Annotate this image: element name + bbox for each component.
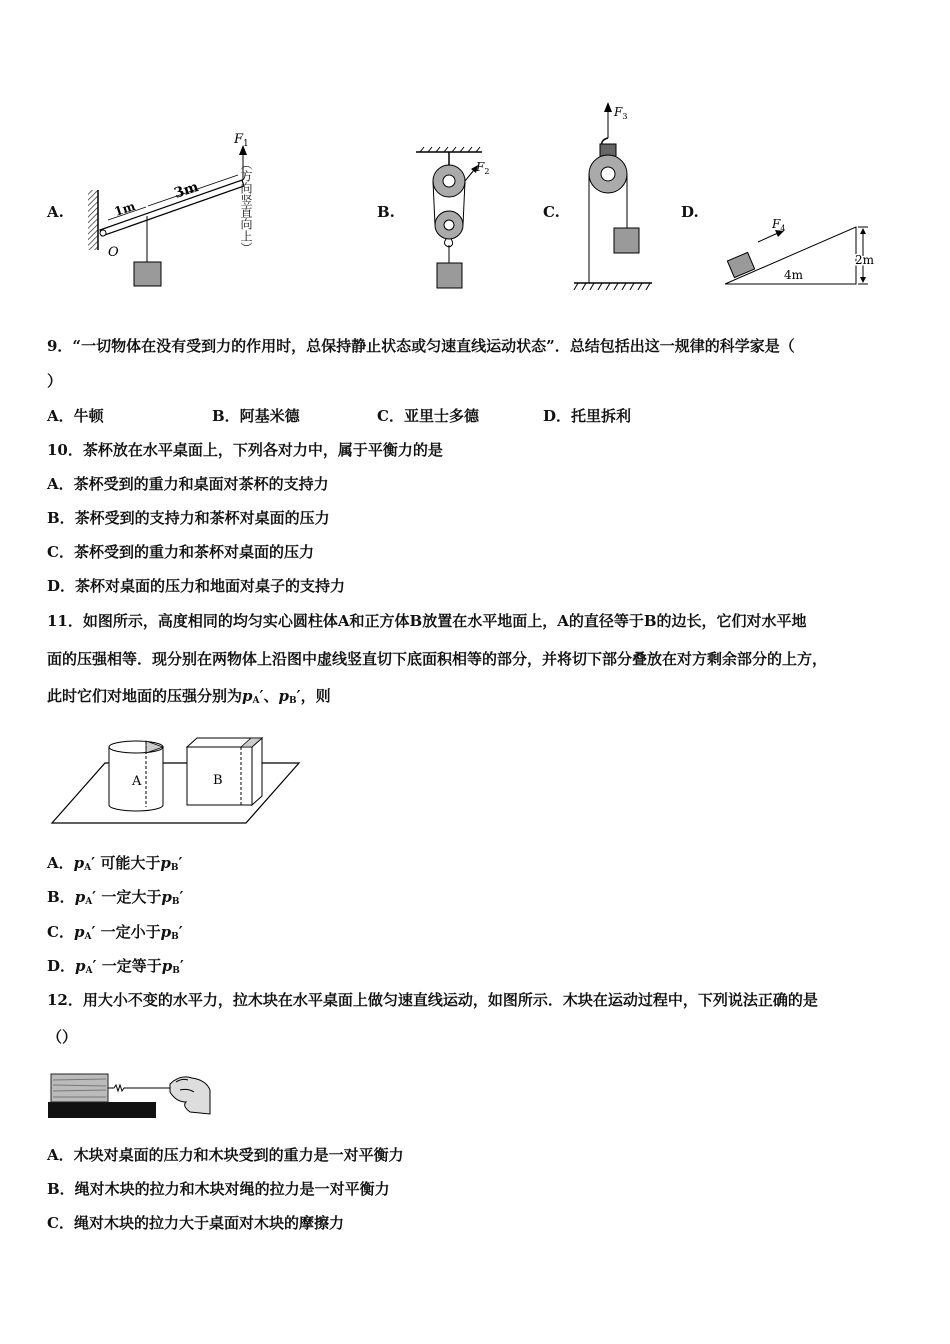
q11-option-d: D．$p_A'$ 一定等于$p_B'$	[47, 957, 184, 976]
force-f4-label: $F_4$	[772, 217, 786, 233]
lever-figure	[86, 128, 266, 293]
q12-option-c: C．绳对木块的拉力大于桌面对木块的摩擦力	[47, 1214, 344, 1232]
length-1m-label: 1m	[112, 199, 137, 219]
force-f1-label: $F_1$	[234, 132, 249, 149]
q8-option-d-letter: D.	[681, 203, 699, 221]
q9-stem-end: ）	[47, 372, 63, 390]
q9-option-a: A．牛顿	[47, 407, 104, 425]
q12-option-a: A．木块对桌面的压力和木块受到的重力是一对平衡力	[47, 1146, 404, 1164]
q12-stem-end: （）	[47, 1028, 78, 1046]
pulley-block-figure	[410, 145, 500, 293]
incline-figure	[720, 212, 885, 292]
q11-stem-line1: 11．如图所示，高度相同的均匀实心圆柱体A和正方体B放置在水平地面上，A的直径等于B的边长，它们对水平地	[47, 612, 807, 630]
pivot-label: O	[108, 245, 119, 260]
base-length-label: 4m	[784, 268, 804, 282]
fixed-pulley-figure	[572, 100, 657, 295]
q9-option-c: C．亚里士多德	[377, 407, 479, 425]
q11-option-b: B．$p_A'$ 一定大于$p_B'$	[47, 888, 184, 907]
length-3m-label: 3m	[172, 178, 201, 202]
force-f3-label: $F_3$	[614, 105, 628, 121]
cylinder-cube-figure	[50, 735, 302, 827]
q8-option-c-letter: C.	[543, 203, 560, 221]
q10-option-c: C．茶杯受到的重力和茶杯对桌面的压力	[47, 543, 314, 561]
q8-option-b-letter: B.	[377, 203, 395, 221]
q10-option-d: D．茶杯对桌面的压力和地面对桌子的支持力	[47, 577, 346, 595]
q12-option-b: B．绳对木块的拉力和木块对绳的拉力是一对平衡力	[47, 1180, 390, 1198]
wood-block-figure	[46, 1070, 214, 1120]
q11-stem-line3: 此时它们对地面的压强分别为$p_A'$、$p_B'$，则	[47, 687, 331, 706]
cylinder-a-label: A	[132, 774, 142, 789]
direction-note: （方向竖直向上）	[239, 158, 253, 254]
cube-b-label: B	[213, 773, 223, 788]
q10-option-b: B．茶杯受到的支持力和茶杯对桌面的压力	[47, 509, 330, 527]
q9-stem: 9．“一切物体在没有受到力的作用时，总保持静止状态或匀速直线运动状态”．总结包括出这一规律的科学家是（	[47, 337, 795, 355]
q10-stem: 10．茶杯放在水平桌面上，下列各对力中，属于平衡力的是	[47, 441, 443, 459]
q8-option-a-letter: A.	[47, 203, 64, 221]
q11-option-c: C．$p_A'$ 一定小于$p_B'$	[47, 923, 183, 942]
q11-option-a: A．$p_A'$ 可能大于$p_B'$	[47, 854, 183, 873]
q12-stem: 12．用大小不变的水平力，拉木块在水平桌面上做匀速直线运动，如图所示．木块在运动过程中，下列说法正确的是	[47, 991, 818, 1009]
q9-option-d: D．托里拆利	[543, 407, 632, 425]
q10-option-a: A．茶杯受到的重力和桌面对茶杯的支持力	[47, 475, 329, 493]
height-label: 2m	[855, 253, 875, 267]
q11-stem-line2: 面的压强相等．现分别在两物体上沿图中虚线竖直切下底面积相等的部分，并将切下部分叠放在对方剩余部分的上方，	[47, 650, 828, 668]
q9-option-b: B．阿基米德	[212, 407, 300, 425]
force-f2-label: $F_2$	[476, 160, 490, 176]
